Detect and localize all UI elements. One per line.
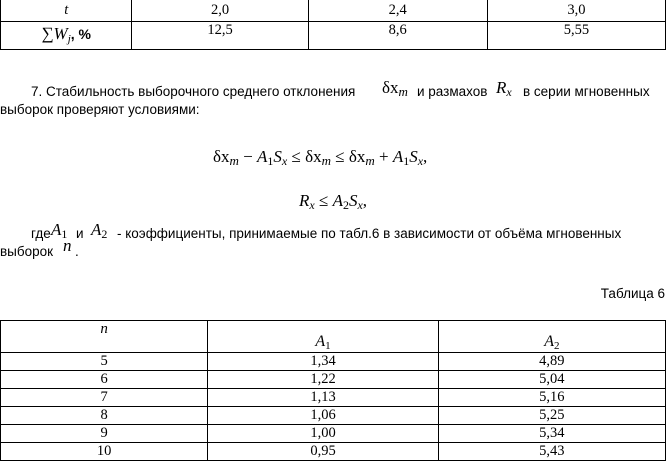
w-value-cell xyxy=(132,22,308,50)
w-value: 8,6 xyxy=(388,22,407,38)
n-symbol: n xyxy=(63,236,72,255)
cell-n: 6 xyxy=(1,371,208,389)
t-value-cell xyxy=(132,0,308,22)
where-text-2: - коэффициенты, принимаемые по табл.6 в зависимости от объёма мгновенных xyxy=(117,226,622,241)
t-value-cell xyxy=(308,0,487,22)
f1-m3: m xyxy=(365,153,375,168)
and-text: и xyxy=(76,226,84,241)
t-value: 3,0 xyxy=(567,2,586,18)
w-subscript: j xyxy=(67,33,71,45)
f1-le2: ≤ xyxy=(330,147,349,166)
w-header-cell xyxy=(1,22,132,50)
f2-comma: , xyxy=(362,191,368,210)
header-a1-sub: 1 xyxy=(325,340,331,352)
cell-a1: 1,13 xyxy=(208,389,438,407)
a2-a: A xyxy=(91,220,102,239)
cell-a1: 1,00 xyxy=(208,425,438,443)
f1-m: m xyxy=(229,153,239,168)
header-a2: A xyxy=(544,333,554,350)
paragraph-7 xyxy=(0,78,666,118)
cell-a2: 5,16 xyxy=(438,389,665,407)
w-symbol: ∑W xyxy=(41,24,68,43)
table-row xyxy=(1,425,666,443)
f2-x: x xyxy=(309,198,315,212)
f1-s2: S xyxy=(409,147,418,166)
formula-1 xyxy=(213,147,427,169)
where-period: . xyxy=(75,244,79,259)
a1-a: A xyxy=(51,220,62,239)
table-row xyxy=(1,389,666,407)
where-text: где xyxy=(31,226,51,241)
header-n-cell xyxy=(1,321,208,353)
cell-n: 7 xyxy=(1,389,208,407)
paragraph-where xyxy=(0,222,666,262)
f1-x: x xyxy=(281,154,288,168)
f1-m2: m xyxy=(321,153,331,168)
f2-s: S xyxy=(348,191,358,210)
paragraph-7-text-3: в серии мгновенных xyxy=(523,84,650,99)
delta-x-sub: m xyxy=(398,84,408,99)
header-a1-cell xyxy=(208,321,438,353)
t-value: 2,4 xyxy=(388,2,407,18)
paragraph-7-line-2: выборок проверяют условиями: xyxy=(0,102,200,117)
cell-a2: 5,04 xyxy=(438,371,665,389)
cell-a2: 5,43 xyxy=(438,443,665,461)
cell-a2: 5,34 xyxy=(438,425,665,443)
w-value-cell xyxy=(308,22,487,50)
f1-dx: δx xyxy=(213,147,230,166)
table-row xyxy=(1,371,666,389)
f2-r: R xyxy=(299,191,310,210)
a2-two: 2 xyxy=(101,227,108,241)
header-a2-cell xyxy=(438,321,665,353)
cell-a2: 4,89 xyxy=(438,353,665,371)
f1-x2: x xyxy=(417,154,424,168)
f1-le: ≤ xyxy=(287,147,306,166)
cell-a1: 1,22 xyxy=(208,371,438,389)
cell-a1: 1,06 xyxy=(208,407,438,425)
f1-comma: , xyxy=(423,147,428,166)
r-symbol: R xyxy=(496,78,507,97)
cell-a1: 1,34 xyxy=(208,353,438,371)
t-header-cell xyxy=(1,0,132,22)
r-x-symbol xyxy=(496,80,512,100)
header-n: n xyxy=(100,321,108,337)
header-a1: A xyxy=(315,333,326,350)
header-a2-sub: 2 xyxy=(553,340,560,352)
paragraph-7-text-1: 7. Стабильность выборочного среднего отклонения xyxy=(31,84,356,99)
f1-minus: − xyxy=(238,147,257,166)
f1-one: 1 xyxy=(267,154,274,168)
w-value: 5,55 xyxy=(563,22,590,38)
r-sub: x xyxy=(506,85,512,99)
formula-2 xyxy=(299,191,367,213)
f1-dx3: δx xyxy=(348,147,366,166)
w-value-cell xyxy=(487,22,665,50)
t-value-cell xyxy=(487,0,665,22)
w-value: 12,5 xyxy=(207,22,233,38)
cell-n: 10 xyxy=(1,443,208,461)
f1-a: A xyxy=(257,147,268,166)
cell-n: 5 xyxy=(1,353,208,371)
coefficients-table xyxy=(0,320,666,461)
table-row xyxy=(1,443,666,461)
paragraph-7-text-2: и размахов xyxy=(417,84,488,99)
cell-n: 9 xyxy=(1,425,208,443)
f1-plus: + xyxy=(374,147,393,166)
where-line-2: выборок xyxy=(0,244,54,259)
delta-x: δx xyxy=(382,78,399,97)
table-row xyxy=(1,407,666,425)
f1-dx2: δx xyxy=(305,147,322,166)
f1-one2: 1 xyxy=(403,154,410,168)
t-value: 2,0 xyxy=(211,2,230,18)
table-row xyxy=(1,353,666,371)
table-caption: Таблица 6 xyxy=(600,286,665,301)
f2-two: 2 xyxy=(342,198,349,212)
cell-n: 8 xyxy=(1,407,208,425)
t-header: t xyxy=(64,2,69,18)
f1-s: S xyxy=(273,147,282,166)
w-suffix: , % xyxy=(70,26,92,42)
a1-one: 1 xyxy=(61,227,68,241)
coverage-table xyxy=(0,0,666,50)
f2-x2: x xyxy=(357,198,363,212)
cell-a1: 0,95 xyxy=(208,443,438,461)
a2-symbol xyxy=(91,222,107,242)
cell-a2: 5,25 xyxy=(438,407,665,425)
f1-a2: A xyxy=(392,147,404,166)
f2-le: ≤ xyxy=(314,191,333,210)
f2-a: A xyxy=(332,191,343,210)
delta-x-symbol xyxy=(382,80,408,100)
